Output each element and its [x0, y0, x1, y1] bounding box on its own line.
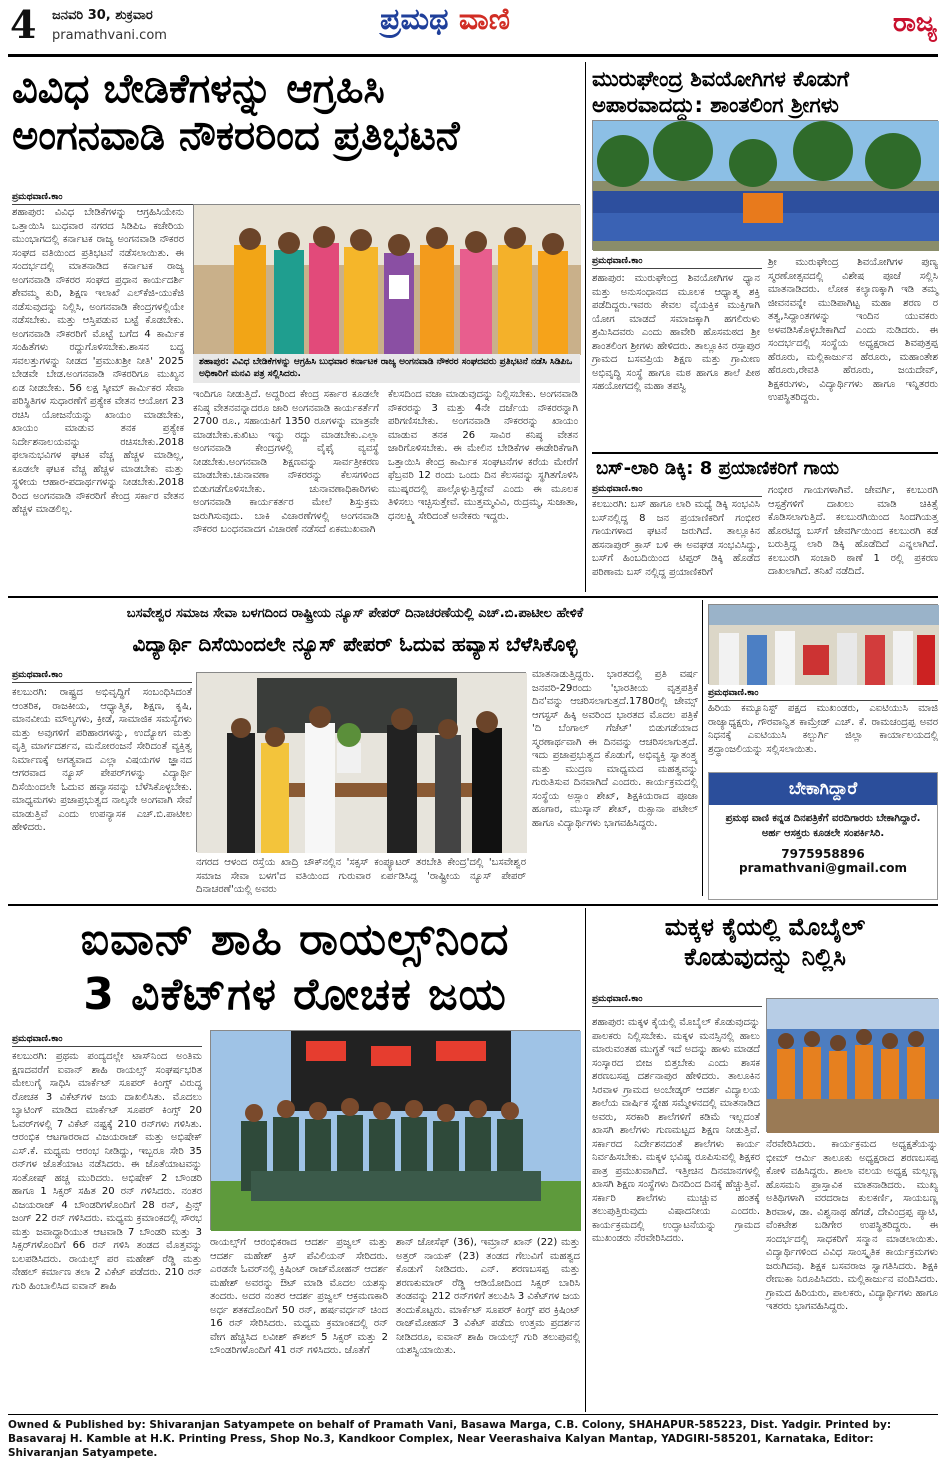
section-label: ರಾಜ್ಯ [893, 8, 937, 38]
story-cricket-headline [12, 912, 578, 1022]
story-body: ಗಂಭೀರ ಗಾಯಗಳಾಗಿವೆ. ಜೇವರ್ಗಿ, ಕಲಬುರಗಿ ಆಸ್ಪತ್ರೆಗಳಿಗೆ ದಾಖಲು ಮಾಡಿ ಚಿಕಿತ್ಸೆ ಕೊಡಿಸಲಾಗುತ್ತಿದೆ. ಕಲಬುರಗಿಯಿಂದ ಸಿಂದಗಿಯತ್ತ ಹೊರಟಿದ್ದ ಬಸ್‌ಗೆ ಜೇವರ್ಗಿಯಿಂದ ಕಲಬುರಗಿ ಕಡೆ ಬರುತ್ತಿದ್ದ ಲಾರಿ ಡಿಕ್ಕಿ ಹೊಡೆದಿದೆ ಎನ್ನಲಾಗಿದೆ. ಕಲಬುರಗಿ ಸಂಚಾರಿ ಠಾಣೆ 1 ರಲ್ಲಿ ಪ್ರಕರಣ ದಾಖಲಾಗಿದೆ. ತನಿಖೆ ನಡೆದಿದೆ. [768, 485, 938, 577]
school-event-photo [766, 998, 938, 1132]
wanted-ad [708, 772, 938, 900]
section-rule [8, 596, 938, 598]
story-body: ಹಿರಿಯ ಕಮ್ಯೂನಿಸ್ಟ್ ಪಕ್ಷದ ಮುಖಂಡರು, ಎಐಟಿಯುಸಿ ಮಾಜಿ ರಾಜ್ಯಾಧ್ಯಕ್ಷರು, ಗೌರವಾನ್ವಿತ ಕಾಮ್ರೇಡ್ ಎಚ್. ಕೆ. ರಾಮಚಂದ್ರಪ್ಪ ಅವರ ನಿಧನಕ್ಕೆ ಎಐಟಿಯುಸಿ ಕಲ್ಬುರ್ಗಿ ಜಿಲ್ಲಾ ಕಾರ್ಯಾಲಯದಲ್ಲಿ ಶ್ರದ್ಧಾಂಜಲಿಯನ್ನು ಸಲ್ಲಿಸಲಾಯಿತು. [708, 703, 938, 755]
cricket-team-photo [210, 1030, 580, 1230]
section-rule [592, 452, 938, 454]
photo-caption: ಶಹಾಪುರ: ವಿವಿಧ ಬೇಡಿಕೆಗಳನ್ನು ಆಗ್ರಹಿಸಿ ಬುಧವಾರ ಕರ್ನಾಟಕ ರಾಜ್ಯ ಅಂಗನವಾಡಿ ನೌಕರರ ಸಂಘದವರು ಪ್ರತಿಭಟನೆ ನಡೆಸಿ ಸಿಡಿಪಿಒ ಅಧಿಕಾರಿಗೆ ಮನವಿ ಪತ್ರ ಸಲ್ಲಿಸಿದರು. [193, 354, 580, 383]
byline: ಪ್ರಮಥವಾಣಿ.ಕಾಂ [12, 1034, 202, 1047]
story-body: ಶಹಾಪುರ: ಮಕ್ಕಳ ಕೈಯಲ್ಲಿ ಮೊಬೈಲ್ ಕೊಡುವುದನ್ನು ಪಾಲಕರು ನಿಲ್ಲಿಸಬೇಕು. ಮಕ್ಕಳ ಮನಸ್ಸಿನಲ್ಲಿ ಹಾಲು ಮಾರುವಂತಹ ಮುಗ್ಧತೆ ಇದೆ ಅದನ್ನು ಹಾಳು ಮಾಡದೆ ಸಂಸ್ಕಾರದ ಬೀಜ ಬಿತ್ತಬೇಕು ಎಂದು ಶಾಸಕ ಶರಣಬಸಪ್ಪ ದರ್ಶನಾಪುರ ಹೇಳಿದರು. ತಾಲೂಕಿನ ಸಿರವಾಳ ಗ್ರಾಮದ ಅಂಬೇಡ್ಕರ್ ಆದರ್ಶ ವಿದ್ಯಾಲಯ ಶಾಲೆಯ ವಾರ್ಷಿಕ ಸ್ನೇಹ ಸಮ್ಮೇಳನದಲ್ಲಿ ಮಾತನಾಡಿದ ಅವರು, ಸರಕಾರಿ ಶಾಲೆಗಳಿಗೆ ಕಡಿಮೆ ಇಲ್ಲದಂತೆ ಖಾಸಗಿ ಶಾಲೆಗಳು ಗುಣಮಟ್ಟದ ಶಿಕ್ಷಣ ನೀಡುತ್ತಿವೆ. ಸರ್ಕಾರದ ನಿರ್ದೇಶನದಂತೆ ಶಾಲೆಗಳು ಕಾರ್ಯ ನಿರ್ವಹಿಸಬೇಕು. ಮಕ್ಕಳ ಭವಿಷ್ಯ ರೂಪಿಸುವಲ್ಲಿ ಶಿಕ್ಷಕರ ಪಾತ್ರ ಪ್ರಮುಖವಾಗಿದೆ. ಇತ್ತೀಚಿನ ದಿನಮಾನಗಳಲ್ಲಿ ಖಾಸಗಿ ಶಿಕ್ಷಣ ಸಂಸ್ಥೆಗಳು ದಿನದಿಂದ ದಿನಕ್ಕೆ ಹೆಚ್ಚುತ್ತಿವೆ. ಸರ್ಕಾರಿ ಶಾಲೆಗಳು ಮುಚ್ಚುವ ಹಂತಕ್ಕೆ ತಲುಪುತ್ತಿರುವುದು ವಿಷಾದನೀಯ ಎಂದರು. ಕಾರ್ಯಕ್ರಮದಲ್ಲಿ ಉದ್ಘಾಟನೆಯನ್ನು ಗ್ರಾಮದ ಮುಖಂಡರು ನೆರವೇರಿಸಿದರು. [592, 1017, 760, 1244]
headline-line: 3 ವಿಕೆಟ್‌ಗಳ ರೋಚಕ ಜಯ [83, 969, 507, 1020]
ad-email[interactable]: pramathvani@gmail.com [739, 861, 907, 875]
story-body: ರಾಯಲ್ಸ್‌ಗೆ ಆರಂಭಿಕರಾದ ಆದರ್ಶ ಪ್ರಜ್ವಲ್ ಮತ್ತು ಆದರ್ಶ ಮಹೇಶ್ ಕ್ರಿಸ್ ಪೆವಿಲಿಯನ್ ಸೇರಿದರು. ಎರಡನೇ ಓವರ್‌ನಲ್ಲಿ ಕ್ರಿಷಿಂಟ್ ರಾಜ್‌ಮೋಹನ್ ಆದರ್ಶ ಮಹೇಶ್ ಅವರನ್ನು ಔಟ್ ಮಾಡಿ ಮೊದಲ ಯಶಸ್ಸು ತಂದರು. ಅದರ ನಂತರ ಆದರ್ಶ ಪ್ರಜ್ವಲ್ ಆಕ್ರಮಣಕಾರಿ ಅರ್ಧ ಶತಕದೊಂದಿಗೆ 50 ರನ್, ಹರ್ಷವರ್ಧನ್ ಚಿಂದ 16 ರನ್ ಸೇರಿಸಿದರು. ಮಧ್ಯಮ ಕ್ರಮಾಂಕದಲ್ಲಿ ರನ್ ವೇಗ ಹೆಚ್ಚಿಸಿದ ಲವೀಶ್ ಕೌಶಲ್ 5 ಸಿಕ್ಸರ್ ಮತ್ತು 2 ಬೌಂಡರಿಗಳೊಂದಿಗೆ 41 ರನ್ ಗಳಿಸಿದರು. ಜೊತೆಗೆ [210, 1237, 388, 1356]
story-body: ಶ್ರೀ ಮುರುಘೇಂದ್ರ ಶಿವಯೋಗಿಗಳ ಪುಣ್ಯ ಸ್ಮರಣೋತ್ಸವದಲ್ಲಿ ವಿಶೇಷ ಪೂಜೆ ಸಲ್ಲಿಸಿ ಮಾತನಾಡಿದರು. ಲೋಕ ಕಲ್ಯಾಣಕ್ಕಾಗಿ ಇಡಿ ತಮ್ಮ ಜೀವನವನ್ನೇ ಮುಡಿಪಾಗಿಟ್ಟ ಮಹಾ ಶರಣ ರ ತತ್ವ,ಸಿದ್ದಾಂತಗಳನ್ನು ಇಂದಿನ ಯುವಕರು ಅಳವಡಿಸಿಕೊಳ್ಳಬೇಕಾಗಿದೆ ಎಂದು ನುಡಿದರು. ಈ ಸಂದರ್ಭದಲ್ಲಿ ಸಂಸ್ಥೆಯ ಅಧ್ಯಕ್ಷರಾದ ಶಿವಪುತ್ರಪ್ಪ ಹೆರೂರು, ಮಲ್ಲಿಕಾರ್ಜುನ ಹೆರೂರು, ಮಹಾಂತೇಶ ಹೆರೂರು,ರೇವತಿ ಹೆರೂರು, ಜಯದೇವ್, ಶಿಕ್ಷಕರುಗಳು, ವಿದ್ಯಾರ್ಥಿಗಳು ಹಾಗೂ ಇನ್ನಿತರರು ಉಪಸ್ಥಿತರಿದ್ದರು. [768, 257, 938, 403]
protest-photo-image [194, 205, 581, 355]
headline-line: ಮಕ್ಕಳ ಕೈಯಲ್ಲಿ ಮೊಬೈಲ್ [664, 913, 866, 941]
story-mobile-headline [592, 912, 938, 972]
headline-line: ಕೊಡುವುದನ್ನು ನಿಲ್ಲಿಸಿ [684, 943, 846, 971]
story-body: ಕಲಬುರಗಿ: ಬಸ್ ಹಾಗೂ ಲಾರಿ ಮಧ್ಯೆ ಡಿಕ್ಕಿ ಸಂಭವಿಸಿ ಬಸ್‌ನಲ್ಲಿದ್ದ 8 ಜನ ಪ್ರಯಾಣಿಕರಿಗೆ ಗಂಭೀರ ಗಾಯಗಳಾದ ಘಟನೆ ಜರುಗಿದೆ. ತಾಲ್ಲೂಕಿನ ಹಸನಾಪುರ್ ಕ್ರಾಸ್ ಬಳಿ ಈ ಅವಘಡ ಸಂಭವಿಸಿದ್ದು, ಬಸ್‌ಗೆ ಹಿಂಬದಿಯಿಂದ ಟಿಪ್ಪರ್ ಡಿಕ್ಕಿ ಹೊಡೆದ ಪರಿಣಾಮ ಬಸ್ ನಲ್ಲಿದ್ದ ಪ್ರಯಾಣಿಕರಿಗೆ [592, 499, 760, 578]
masthead [0, 0, 945, 60]
headline-line: ಅಪಾರವಾದದ್ದು: ಶಾಂತಲಿಂಗ ಶ್ರೀಗಳು [592, 93, 839, 118]
headline-line: ಮುರುಘೇಂದ್ರ ಶಿವಯೋಗಿಗಳ ಕೊಡುಗೆ [592, 67, 850, 91]
school-event-photo-image [767, 999, 939, 1133]
story-body: ಶಾನ್ ಜೋಸೆಫ್ (36), ಇಮ್ರಾನ್ ಖಾನ್ (22) ಮತ್ತು ಅತ್ತರ್ ನಾಯಕ್ (23) ತಂಡದ ಗೆಲುವಿಗೆ ಮಹತ್ವದ ಕೊಡುಗೆ ನೀಡಿದರು. ಎನ್. ಶರಣಬಸಪ್ಪ ಮತ್ತು ಶರಣಕುಮಾರ್ ರೆಡ್ಡಿ ಆಡಿಯೋದಿಂದ ಸಿಕ್ಸರ್ ಬಾರಿಸಿ ತಂಡವನ್ನು 212 ರನ್‌ಗಳಿಗೆ ತಲುಪಿಸಿ 3 ವಿಕೆಟ್‌ಗಳ ಜಯ ತಂದುಕೊಟ್ಟರು. ಮಾರ್ಕೆಟ್ ಸೂಪರ್ ಕಿಂಗ್ಸ್ ಪರ ಕ್ರಿಷಿಂಟ್ ರಾಜ್‌ಮೋಹನ್ 3 ವಿಕೆಟ್ ಪಡೆದು ಉತ್ತಮ ಪ್ರದರ್ಶನ ನೀಡಿದರೂ, ಐವಾನ್ ಶಾಹಿ ರಾಯಲ್ಸ್ ಗುರಿ ತಲುಪುವಲ್ಲಿ ಯಶಸ್ವಿಯಾಯಿತು. [396, 1237, 580, 1356]
story-anganwadi-headline [12, 66, 578, 160]
print-line: Owned & Published by: Shivaranjan Satyampete on behalf of Pramath Vani, Basawa Marga, C.B. Colony, SHAHAPUR-585223, Dist. Yadgir. Printed by: Basavaraj H. Kamble at H.K. Printing Press, Shop No.3, Kandkoor Complex, Near Veerashaiva Kalyan Mantap, YADGIRI-585201, Karnataka, Editor: Shivaranjan Satyampete. [8, 1419, 892, 1460]
school-group-photo [592, 120, 938, 250]
byline: ಪ್ರಮಥವಾಣಿ.ಕಾಂ [592, 256, 762, 269]
website-link[interactable]: pramathvani.com [52, 28, 167, 43]
story-body: ಶಹಾಪುರ: ಮುರುಘೇಂದ್ರ ಶಿವಯೋಗಿಗಳ ಧ್ಯಾನ ಮತ್ತು ಅನುಸಂಧಾನದ ಮೂಲಕ ಆಧ್ಯಾತ್ಮ ಶಕ್ತಿ ಪಡೆದಿದ್ದರು.ಇವರು ಕೇವಲ ವೈಯಕ್ತಿಕ ಮುಕ್ತಿಗಾಗಿ ಯೋಗ ಮಾಡದೆ ಸಮಾಜಕ್ಕಾಗಿ ಹಗಲಿರುಳು ಶ್ರಮಿಸಿದವರು ಎಂದು ಹಾವೇರಿ ಹೊಸಮಠದ ಶ್ರೀ ಶಾಂತಲಿಂಗ ಶ್ರೀಗಳು ಹೇಳಿದರು. ತಾಲ್ಲೂಕಿನ ರಸ್ತಾಪುರ ಗ್ರಾಮದ ಬಸವಪ್ರಿಯ ಶಿಕ್ಷಣ ಮತ್ತು ಗ್ರಾಮೀಣ ಅಭಿವೃದ್ಧಿ ಸಂಸ್ಥೆ ಹಾಗೂ ಮಠ ಹಾಗೂ ಶಾಲೆ ಪೀಠ ಸಹಯೋಗದಲ್ಲಿ ಮಹಾ ತಪಸ್ವಿ [592, 273, 760, 392]
byline: ಪ್ರಮಥವಾಣಿ.ಕಾಂ [592, 484, 762, 497]
page-number: 4 [10, 2, 37, 47]
ad-body: ಪ್ರಮಥ ವಾಣಿ ಕನ್ನಡ ದಿನಪತ್ರಿಕೆಗೆ ವರದಿಗಾರರು ಬೇಕಾಗಿದ್ದಾರೆ. ಅರ್ಹ ಆಸಕ್ತರು ಕೂಡಲೇ ಸಂಪರ್ಕಿಸಿರಿ. [725, 813, 921, 839]
newspaper-logo: ಪ್ರಮಥ ವಾಣಿ [380, 2, 510, 37]
story-body: ನೆರವೇರಿಸಿದರು. ಕಾರ್ಯಕ್ರಮದ ಅಧ್ಯಕ್ಷತೆಯನ್ನು ಭೀಮ್ ಆರ್ಮಿ ತಾಲೂಕು ಅಧ್ಯಕ್ಷರಾದ ಶರಣಬಸಪ್ಪ ಕೋಳಿ ವಹಿಸಿದ್ದರು. ಶಾಲಾ ವಲಯ ಅಧ್ಯಕ್ಷ ಮಲ್ಲಣ್ಣ ಹೊಸಮನಿ ಪ್ರಾಸ್ತಾವಿಕ ಮಾತನಾಡಿದರು. ಮುಖ್ಯ ಅತಿಥಿಗಳಾಗಿ ವರದರಾಜ ಕುಲಕರ್ಣಿ, ಸಾಯಬಣ್ಣ ಶಿರವಾಳ, ಡಾ. ವಿಶ್ವನಾಥ ಹೆಗಡೆ, ದೇವಿಂದ್ರಪ್ಪ ಪ್ಯಾಟಿ, ವೆಂಕಟೇಶ ಬಡಿಗೇರ ಉಪಸ್ಥಿತರಿದ್ದರು. ಈ ಸಂದರ್ಭದಲ್ಲಿ ಸಾಧಕರಿಗೆ ಸನ್ಮಾನ ಮಾಡಲಾಯಿತು. ವಿದ್ಯಾರ್ಥಿಗಳಿಂದ ವಿವಿಧ ಸಾಂಸ್ಕೃತಿಕ ಕಾರ್ಯಕ್ರಮಗಳು ಜರುಗಿದವು. ಶಿಕ್ಷಕ ಬಸವರಾಜ ಸ್ವಾಗತಿಸಿದರು. ಶಿಕ್ಷಕಿ ರೇಣುಕಾ ನಿರೂಪಿಸಿದರು. ಮಲ್ಲಿಕಾರ್ಜುನ ವಂದಿಸಿದರು. ಗ್ರಾಮದ ಹಿರಿಯರು, ಪಾಲಕರು, ವಿದ್ಯಾರ್ಥಿಗಳು ಹಾಗೂ ಇತರರು ಭಾಗವಹಿಸಿದ್ದರು. [766, 1139, 938, 1312]
headline-line: ಅಂಗನವಾಡಿ ನೌಕರರಿಂದ ಪ್ರತಿಭಟನೆ [12, 113, 460, 160]
headline-line: ಐವಾನ್ ಶಾಹಿ ರಾಯಲ್ಸ್‌ನಿಂದ [80, 914, 510, 965]
footer-rule [8, 1414, 938, 1415]
story-body: ಕಲಬುರಗಿ: ಪ್ರಥಮ ಪಂದ್ಯದಲ್ಲೇ ಟಾಸ್‌ನಿಂದ ಅಂತಿಮ ಕ್ಷಣದವರೆಗೆ ಐವಾನ್ ಶಾಹಿ ರಾಯಲ್ಸ್ ಸಂಘರ್ಷಭರಿತ ಮೇಲುಗೈ ಸಾಧಿಸಿ ಮಾರ್ಕೆಟ್ ಸೂಪರ್ ಕಿಂಗ್ಸ್ ವಿರುದ್ಧ ರೋಚಕ 3 ವಿಕೆಟ್‌ಗಳ ಜಯ ದಾಖಲಿಸಿತು. ಮೊದಲು ಬ್ಯಾಟಿಂಗ್ ಮಾಡಿದ ಮಾರ್ಕೆಟ್ ಸೂಪರ್ ಕಿಂಗ್ಸ್ 20 ಓವರ್‌ಗಳಲ್ಲಿ 7 ವಿಕೆಟ್ ನಷ್ಟಕ್ಕೆ 210 ರನ್‌ಗಳು ಗಳಿಸಿತು. ಆರಂಭಿಕ ಆಟಗಾರರಾದ ವಿಜಯರಾಜ್ ಮತ್ತು ಅಭಿಷೇಕ್ ಎಸ್.ಕೆ. ಮಧ್ಯಮ ಆರಂಭ ನೀಡಿದ್ದು, ಇಬ್ಬರೂ ಸೇರಿ 35 ರನ್‌ಗಳ ಜೊತೆಯಾಟ ನಡೆಸಿದರು. ಈ ಜೊತೆಯಾಟವನ್ನು ಸಂತೋಷ್ ಹಚ್ಚ ಮುರಿದರು. ಅಭಿಷೇಕ್ 2 ಬೌಂಡರಿ ಹಾಗೂ 1 ಸಿಕ್ಸರ್ ಸಹಿತ 20 ರನ್ ಗಳಿಸಿದರು. ನಂತರ ವಿಜಯರಾಜ್ 4 ಬೌಂಡರಿಗಳೊಂದಿಗೆ 28 ರನ್, ಪ್ರಿನ್ಸ್ ಜಂಗ್‌ 22 ರನ್ ಗಳಿಸಿದರು. ಮಧ್ಯಮ ಕ್ರಮಾಂಕದಲ್ಲಿ ಸೌರಭ ಮತ್ತು ಜವಾದ್ದಾರಿಯುತ ಆಟವಾಡಿ 7 ಬೌಂಡರಿ ಮತ್ತು 3 ಸಿಕ್ಸರ್‌ಗಳೊಂದಿಗೆ 66 ರನ್ ಗಳಿಸಿ ತಂಡದ ಮೊತ್ತವನ್ನು ಬಲಪಡಿಸಿದರು. ರಾಯಲ್ಸ್ ಪರ ಮಹೇಶ್ ರೆಡ್ಡಿ ಮತ್ತು ನೇಹಲ್ ಕರ್ಮಾಣ ತಲಾ 2 ವಿಕೆಟ್ ಪಡೆದರು. 210 ರನ್ ಗುರಿ ಹಿಂಬಾಲಿಸಿದ ಐವಾನ್ ಶಾಹಿ [12, 1051, 202, 1292]
story-body: ಶಹಾಪುರ: ವಿವಿಧ ಬೇಡಿಕೆಗಳನ್ನು ಆಗ್ರಹಿಸಿಯೇನು ಒತ್ತಾಯಿಸಿ ಬುಧವಾರ ನಗರದ ಸಿಡಿಪಿಒ ಕಚೇರಿಯ ಮುಂಭಾಗದಲ್ಲಿ ಕರ್ನಾಟಕ ರಾಜ್ಯ ಅಂಗನವಾಡಿ ನೌಕರರ ಸಂಘದ ವತಿಯಿಂದ ಪ್ರತಿಭಟನೆ ನಡೆಸಲಾಯಿತು. ಈ ಸಂದರ್ಭದಲ್ಲಿ ಮಾತನಾಡಿದ ಕರ್ನಾಟಕ ರಾಜ್ಯ ಅಂಗನವಾಡಿ ನೌಕರರ ಸಂಘದ ಪ್ರಧಾನ ಕಾರ್ಯದರ್ಶಿ ಶೇವಮ್ಮ ಕುರಿ, ಶಿಕ್ಷಣ ಇಲಾಖೆ ಎಲ್‌ಕೆಜಿ-ಯುಕೆಜಿ ನಡೆಸುವುದನ್ನು ನಿಲ್ಲಿಸಿ, ಅಂಗನವಾಡಿ ಕೇಂದ್ರಗಳಲ್ಲಿಯೇ ನಡೆಸಬೇಕು. ಮತ್ತು ಆಸ್ತಿಪಡುವ ಬಟ್ಟೆ ಕೊಡಬೇಕು. ಅಂಗನವಾಡಿ ನೌಕರರಿಗೆ ಮೊಟ್ಟೆ ಬಗೆದ 4 ಕಾರ್ಮಿಕ ಸಂಹಿತೆಗಳು ರದ್ದುಗೊಳಿಸಬೇಕು.ಶಾಸನ ಬದ್ಧ ಸವಲತ್ತುಗಳನ್ನು ನೀಡದ 'ಪ್ರಮುಖಶ್ರೀ ನೀತಿ' 2025 ಬೇಡವೇ ಬೇಡ.ಅಂಗನವಾಡಿ ನೌಕರರಿಗೂ ಮುಖ್ಯನ ಏಡ ನೀಡಬೇಕು. 56 ಲಕ್ಷ ಸ್ಕೀಮ್ ಕಾರ್ಮಿಕರ ಸೇವಾ ಪರಿಸ್ಥಿತಿಗಳ ಸುಧಾರಣೆಗೆ ಪ್ರತ್ಯೇಕ ವೇತನ ಆಯೋಗ 23 ರಚಿಸಿ ಯೋಜನೆಯನ್ನು ಖಾಯಂ ಮಾಡಬೇಕು, ಖಾಯಂ ಮಾಡುವ ತನಕ ಪ್ರತ್ಯೇಕ ನಿರ್ದೇಶನಾಲಯವನ್ನು ರಚಿಸಬೇಕು.2018 ಫಲಾನುಭವಿಗಳ ಘಟಕ ವೆಚ್ಚ ಹೆಚ್ಚಳ ಮಾಡಿಲ್ಲ, ಕೂಡಲೇ ಘಟಕ ವೆಚ್ಚ ಹೆಚ್ಚಳ ಮಾಡಬೇಕು ಮತ್ತು ಸ್ಥಳೀಯ ಆಹಾರ-ಪದಾರ್ಥಗಳನ್ನು ನೀಡಬೇಕು.2018 ರಿಂದ ಅಂಗನವಾಡಿ ನೌಕರರಿಗೆ ಕೇಂದ್ರ ಸರ್ಕಾರ ವೇತನ ಹೆಚ್ಚಳ ಮಾಡಲಿಲ್ಲ. [12, 207, 184, 515]
byline: ಪ್ರಮಥವಾಣಿ.ಕಾಂ [12, 670, 192, 683]
tribute-photo-image [709, 605, 939, 685]
story-kicker: ಬಸವೇಶ್ವರ ಸಮಾಜ ಸೇವಾ ಬಳಗದಿಂದ ರಾಷ್ಟ್ರೀಯ ನ್ಯೂಸ್ ಪೇಪರ್ ದಿನಾಚರಣೆಯಲ್ಲಿ ಎಚ್.ಬಿ.ಪಾಟೀಲ ಹೇಳಿಕೆ [126, 606, 584, 621]
school-group-photo-image [593, 121, 939, 251]
ad-heading: ಬೇಕಾಗಿದ್ದಾರೆ [709, 773, 937, 805]
newspaper-day-photo-image [197, 673, 527, 853]
masthead-rule [8, 54, 938, 57]
column-rule [702, 600, 703, 896]
issue-date: ಜನವರಿ 30, ಶುಕ್ರವಾರ [52, 8, 153, 23]
story-newspaper-headline: ವಿದ್ಯಾರ್ಥಿ ದಿಸೆಯಿಂದಲೇ ನ್ಯೂಸ್ ಪೇಪರ್ ಓದುವ ಹವ್ಯಾಸ ಬೆಳೆಸಿಕೊಳ್ಳಿ [132, 632, 578, 656]
byline: ಪ್ರಮಥವಾಣಿ.ಕಾಂ [12, 192, 578, 205]
newspaper-day-photo [196, 672, 526, 852]
story-body: ಇಂದಿಗೂ ನೀಡುತ್ತಿದೆ. ಅದ್ದರಿಂದ ಕೇಂದ್ರ ಸರ್ಕಾರ ಕೂಡಲೇ ಕನಿಷ್ಠ ವೇತನವನ್ನಾದರೂ ಜಾರಿ ಅಂಗನವಾಡಿ ಕಾರ್ಯಕರ್ತೆಗೆ 2700 ರೂ., ಸಹಾಯಕಿಗೆ 1350 ರೂಗಳನ್ನು ಮಾತ್ರವೇ ಮಾಡಬೇಕು.ಕುಖಿಟು ಇನ್ನು ರದ್ದು ಮಾಡಬೇಕು.ಎಲ್ಲಾ ಅಂಗನವಾಡಿ ಕೇಂದ್ರಗಳಲ್ಲಿ ವೈಫೈ ವ್ಯವಸ್ಥೆ ನೀಡಬೇಕು.ಅಂಗನವಾಡಿ ಶಿಕ್ಷಣವನ್ನು ಸಾರ್ವತ್ರೀಕರಣ ಮಾಡಬೇಕು.ಚುನಾವಣಾ ನೌಕರರನ್ನು ಕೆಲಸಗಳಿಂದ ಬಿಡುಗಡೆಗೊಳಿಸಬೇಕು. ಚುನಾವಣಾಧಿಕಾರಿಗಳು ಅಂಗನವಾಡಿ ಕಾರ್ಯಕರ್ತರ ಮೇಲೆ ಶಿಸ್ತುಕ್ರಮ ಜರುಗಿಸುವುದು. ಬಾಕಿ ವಿಚಾರಣೆಗಳಲ್ಲಿ ಅಂಗನವಾಡಿ ನೌಕರರ ಬಂಧನವಾದಗ ವಿಚಾರಣೆ ನಡೆಸದೆ ಏಕಮುಖವಾಗಿ [193, 389, 379, 535]
ad-phone[interactable]: 7975958896 [781, 847, 865, 861]
byline: ಪ್ರಮಥವಾಣಿ.ಕಾಂ [708, 688, 938, 701]
tribute-photo [708, 604, 938, 684]
headline-line: ವಿವಿಧ ಬೇಡಿಕೆಗಳನ್ನು ಆಗ್ರಹಿಸಿ [12, 66, 385, 112]
story-murughendra-headline [592, 66, 938, 119]
story-bus-headline: ಬಸ್-ಲಾರಿ ಡಿಕ್ಕಿ: 8 ಪ್ರಯಾಣಿಕರಿಗೆ ಗಾಯ [596, 458, 839, 479]
column-rule [585, 62, 586, 592]
story-body: ಕಲಬುರಗಿ: ರಾಷ್ಟ್ರದ ಅಭಿವೃದ್ಧಿಗೆ ಸಂಬಂಧಿಸಿದಂತೆ ಆಂತರಿಕ, ರಾಜಕೀಯ, ಆಧ್ಯಾತ್ಮಿಕ, ಶಿಕ್ಷಣ, ಕೃಷಿ, ಮಾನವೀಯ ಮೌಲ್ಯಗಳು, ಕ್ರೀಡೆ, ಸಾಮಾಜಿಕ ಸಮಸ್ಯೆಗಳು ಮತ್ತು ಅವುಗಳಿಗೆ ಪರಿಹಾರಗಳನ್ನು, ಉದ್ಯೋಗ ಮತ್ತು ವೃತ್ತಿ ಮಾರ್ಗದರ್ಶನ, ಮನೋರಂಜನೆ ಸೇರಿದಂತೆ ವ್ಯಕ್ತಿತ್ವ ನಿರ್ಮಾಣಕ್ಕೆ ಅಗತ್ಯವಾದ ಎಲ್ಲಾ ವಿಷಯಗಳ ಜ್ಞಾನದ ಆಗರವಾದ ನ್ಯೂಸ್ ಪೇಪರ್‌ಗಳನ್ನು ವಿದ್ಯಾರ್ಥಿ ದಿಸೆಯಿಂದಲೇ ಓದುವ ಹವ್ಯಾಸವನ್ನು ಬೆಳೆಸಿಕೊಳ್ಳಬೇಕು. ಮಾಧ್ಯಮಗಳು ಪ್ರಜಾಪ್ರಭುತ್ವದ ನಾಲ್ಕನೇ ಅಂಗವಾಗಿ ಸೇವೆ ಮಾಡುತ್ತಿವೆ ಎಂದು ಉಪನ್ಯಾಸಕ ಎಚ್.ಬಿ.ಪಾಟೀಲ ಹೇಳಿದರು. [12, 687, 192, 833]
column-rule [585, 908, 586, 1412]
cricket-team-photo-image [211, 1031, 581, 1231]
story-body: ನಗರದ ಆಳಂದ ರಸ್ತೆಯ ಖಾದ್ರಿ ಚೌಕ್‌ನಲ್ಲಿನ 'ಸಕ್ಸಸ್ ಕಂಪ್ಯೂಟರ್ ತರಬೇತಿ ಕೇಂದ್ರ'ದಲ್ಲಿ 'ಬಸವೇಶ್ವರ ಸಮಾಜ ಸೇವಾ ಬಳಗ'ದ ವತಿಯಿಂದ ಗುರುವಾರ ಏರ್ಪಡಿಸಿದ್ದ 'ರಾಷ್ಟ್ರೀಯ ನ್ಯೂಸ್ ಪೇಪರ್ ದಿನಾಚರಣೆ'ಯಲ್ಲಿ ಅವರು [196, 857, 526, 895]
story-body: ಕೆಲಸದಿಂದ ವಜಾ ಮಾಡುವುದನ್ನು ನಿಲ್ಲಿಸಬೇಕು. ಅಂಗನವಾಡಿ ನೌಕರರನ್ನು 3 ಮತ್ತು 4ನೇ ದರ್ಜೆಯ ನೌಕರರನ್ನಾಗಿ ಪರಿಗಣಿಸಬೇಕು. ಅಂಗನವಾಡಿ ನೌಕರರನ್ನು ಖಾಯಂ ಮಾಡುವ ತನಕ 26 ಸಾವಿರ ಕನಿಷ್ಠ ವೇತನ ಜಾರಿಗೊಳಿಸಬೇಕು. ಈ ಮೇಲಿನ ಬೇಡಿಕೆಗಳ ಈಡೇರಿಕೆಗಾಗಿ ಒತ್ತಾಯಿಸಿ ಕೇಂದ್ರ ಕಾರ್ಮಿಕ ಸಂಘಟನೆಗಳ ಕರೆಯ ಮೇರೆಗೆ ಫೆಬ್ರವರಿ 12 ರಂದು ಒಂದು ದಿನ ಕೆಲಸವನ್ನು ಸ್ಥಗಿತಗೊಳಿಸಿ ಮುಷ್ಕರದಲ್ಲಿ ಪಾಲ್ಗೊಳ್ಳುತ್ತಿದ್ದೇವೆ ಎಂದು ಈ ಮೂಲಕ ತಿಳಿಸಲು ಇಚ್ಛಿಸುತ್ತೇವೆ. ಮುತ್ತಮ್ಮವಿವಿ, ರುದ್ರಮ್ಮ, ಸುಜಾತಾ, ಧನಲಕ್ಷ್ಮಿ ಸೇರಿದಂತೆ ಅನೇಕರು ಇದ್ದರು. [388, 389, 578, 522]
protest-photo [193, 204, 580, 354]
story-body: ಮಾತನಾಡುತ್ತಿದ್ದರು. ಭಾರತದಲ್ಲಿ ಪ್ರತಿ ವರ್ಷ ಜನವರಿ-29ರಂದು 'ಭಾರತೀಯ ವೃತ್ತಪತ್ರಿಕೆ ದಿನ'ವನ್ನು ಆಚರಿಸಲಾಗುತ್ತದೆ.1780ರಲ್ಲಿ ಜೇಮ್ಸ್ ಆಗಸ್ಟಸ್ ಹಿಕ್ಕಿ ಅವರಿಂದ ಭಾರತದ ಮೊದಲ ಪತ್ರಿಕೆ 'ದಿ ಬೆಂಗಾಲ್ ಗೆಜೆಟ್' ಬಿಡುಗಡೆಯಾದ ಸ್ಮರಣಾರ್ಥವಾಗಿ ಈ ದಿನವನ್ನು ಆಚರಿಸಲಾಗುತ್ತದೆ. ಇದು ಪ್ರಜಾಪ್ರಭುತ್ವದ ಕೊಡುಗೆ, ಅಭಿವ್ಯಕ್ತಿ ಸ್ವಾತಂತ್ರ್ಯ ಮತ್ತು ಮುದ್ರಣ ಮಾಧ್ಯಮದ ಮಹತ್ವವನ್ನು ಗುರುತಿಸುವ ದಿನವಾಗಿದೆ ಎಂದರು. ಕಾರ್ಯಕ್ರಮದಲ್ಲಿ ಸಂಸ್ಥೆಯ ಅಸ್ಲಾಂ ಶೇಖ್, ಶಿಕ್ಷಕಿಯರಾದ ಪೂಜಾ ಹೂಗಾರ, ಮುಸ್ಕಾನ್ ಶೇಖ್, ರುಕ್ಸಾನಾ ಪಟೇಲ್ ಹಾಗೂ ವಿದ್ಯಾರ್ಥಿಗಳು ಭಾಗವಹಿಸಿದ್ದರು. [532, 669, 698, 829]
section-rule [8, 904, 938, 906]
byline: ಪ್ರಮಥವಾಣಿ.ಕಾಂ [592, 994, 762, 1007]
